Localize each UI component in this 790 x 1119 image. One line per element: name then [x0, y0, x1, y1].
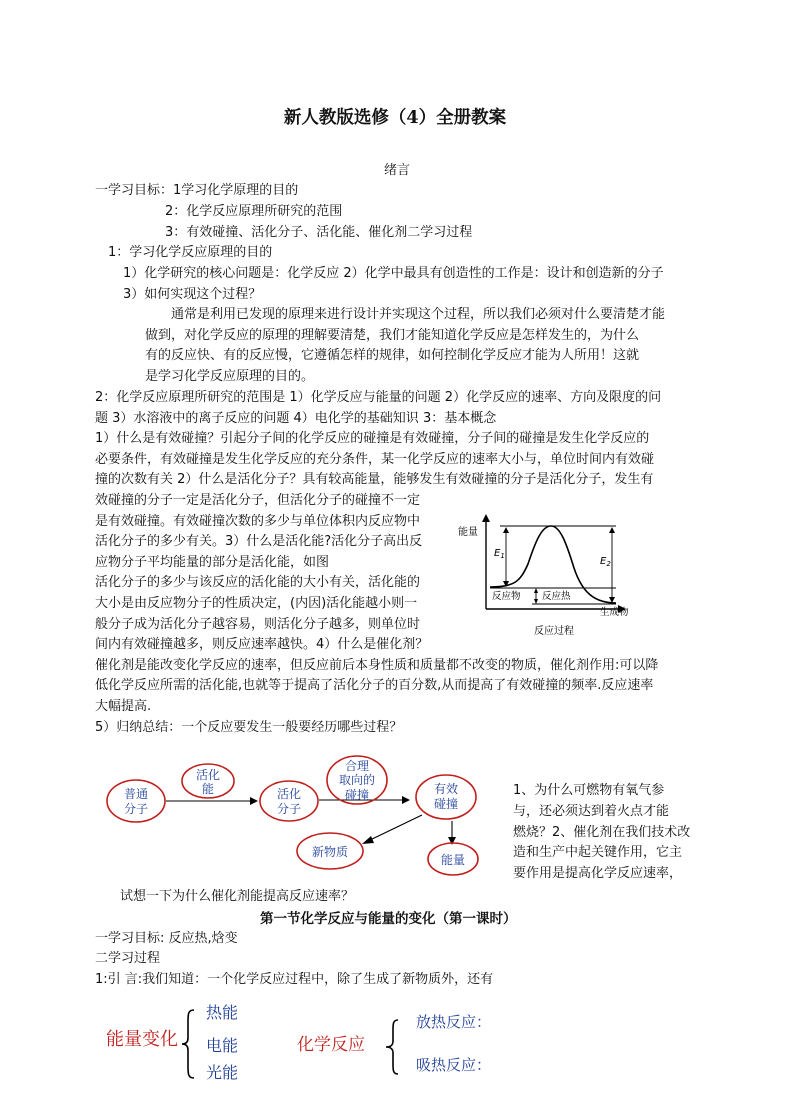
side-questions: 1、为什么可燃物有氧气参 与，还必须达到着火点才能 燃烧？2、催化剂在我们技术改 造和生产中起关键作用，它主 要作用是提高化学反应速率， — [513, 783, 691, 882]
section-objective: 一学习目标: 反应热,焓变 — [95, 931, 238, 946]
endothermic-item: 吸热反应： — [416, 1056, 492, 1074]
objective-line-1: 一学习目标：1学习化学原理的目的 — [95, 183, 299, 198]
s1-paragraph: 通常是利用已发现的原理来进行设计并实现这个过程，所以我们必须对什么要清楚才能 做到，对化学反应的原理的理解要清楚，我们才能知道化学反应是怎样发生的，为什么 有的反应快、有的反应慢，它遵循怎样的规律，如何控制化学反应才能为人所用！这就 是学习化学反应原理的目的。 — [145, 307, 666, 384]
heat-energy-item: 热能 — [206, 1003, 239, 1022]
objective-line-2: 2：化学反应原理所研究的范围 — [165, 204, 343, 219]
energy-change-label: 能量变化 — [106, 1029, 178, 1050]
orientation-text-3: 碰撞 — [344, 788, 370, 802]
e2-arrow-up — [609, 527, 615, 533]
heat-label: 反应热 — [542, 591, 571, 602]
heat-arrow-down — [534, 599, 538, 604]
section-intro: 1:引 言:我们知道：一个化学反应过程中，除了生成了新物质外，还有 — [95, 972, 494, 987]
active-molecule-text-1: 活化 — [276, 787, 302, 801]
concept-paragraph: 2：化学反应原理所研究的范围是 1）化学反应与能量的问题 2）化学反应的速率、方向及限度的问 题 3）水溶液中的离子反应的问题 4）电化学的基础知识 3：基本概念 1）什么是有效碰撞？引起分子间的化学反应的碰撞是有效碰撞，分子间的碰撞是发生化学反应的 必要条件，有效碰撞是发生化学反应的充分条件，某一化学反应的速率大小与，单位时间内有效碰 撞的次数有关 2）什么是活化分子？具有较高能量，能够发生有效碰撞的分子是活化分子，发生有 效碰撞的分子一定是活化分子，但活化分子的碰撞不一定 是有效碰撞。有效碰撞次数的多少与单位体积内反应物中 活化分子的多少有关。3）什么是活化能?活化分子高出反 应物分子平均能量的部分是活化能，如图 活化分子的多少与该反应的活化能的大小有关，活化能的 大小是由反应物分子的性质决定，(内因)活化能越小则一 般分子成为活化分子越容易，则活化分子越多，则单位时 间内有效碰撞越多，则反应速率越快。4）什么是催化剂？ 催化剂是能改变化学反应的速率，但反应前后本身性质和质量都不改变的物质，催化剂作用:可以降 低化学反应所需的活化能,也就等于提高了活化分子的百分数,从而提高了有效碰撞的频率.反应速率 大幅提高. 5）归纳总结：一个反应要发生一般要经历哪些过程？ — [95, 390, 662, 735]
ordinary-molecule-text-2: 分子 — [123, 802, 149, 816]
arrow-head-1 — [250, 797, 258, 805]
active-molecule-text-2: 分子 — [276, 802, 302, 816]
right-brace — [384, 1018, 400, 1076]
s1-line-1: 1）化学研究的核心问题是：化学反应 2）化学中最具有创造性的工作是：设计和创造新的分子 — [123, 266, 664, 281]
activation-energy-text-1: 活化 — [195, 768, 221, 782]
energy-text: 能量 — [440, 853, 466, 867]
effective-collision-text-2: 碰撞 — [433, 797, 459, 811]
e1-label: $E_1$ — [494, 548, 505, 560]
energy-axis-label: 能量 — [458, 527, 478, 538]
section1-title: 1：学习化学反应原理的目的 — [108, 245, 273, 260]
effective-collision-text-1: 有效 — [433, 782, 459, 796]
left-brace — [180, 1008, 196, 1080]
electric-energy-item: 电能 — [206, 1036, 239, 1055]
think-line: 试想一下为什么催化剂能提高反应速率？ — [120, 889, 355, 904]
activation-energy-text-2: 能 — [201, 782, 215, 796]
energy-diagram — [452, 512, 648, 642]
section-process: 二学习过程 — [95, 951, 161, 966]
product-label: 生成物 — [600, 607, 629, 618]
arrow-head-2 — [402, 796, 410, 804]
y-axis-arrow — [482, 514, 490, 522]
intro-heading: 绪言 — [384, 163, 411, 178]
reaction-progress-label: 反应过程 — [534, 626, 574, 637]
chemical-reaction-label: 化学反应 — [297, 1035, 365, 1055]
orientation-text-2: 取向的 — [338, 773, 376, 787]
s1-line-2: 3）如何实现这个过程？ — [123, 287, 262, 302]
document-title: 新人教版选修（4）全册教案 — [283, 108, 507, 128]
exothermic-item: 放热反应： — [416, 1013, 492, 1031]
ordinary-molecule-text-1: 普通 — [123, 787, 149, 801]
reactant-label: 反应物 — [492, 591, 521, 602]
new-substance-text: 新物质 — [311, 845, 349, 859]
arrow-head-3 — [362, 836, 374, 844]
section-heading: 第一节化学反应与能量的变化（第一课时） — [260, 911, 517, 927]
reaction-flow-diagram — [100, 752, 490, 882]
light-energy-item: 光能 — [206, 1063, 239, 1082]
heat-arrow-up — [534, 588, 538, 593]
objective-line-3: 3：有效碰撞、活化分子、活化能、催化剂二学习过程 — [165, 225, 473, 240]
arrow-to-new-substance — [368, 815, 422, 841]
e1-arrow-up — [503, 527, 509, 533]
e2-label: $E_2$ — [600, 556, 611, 568]
orientation-text-1: 合理 — [344, 759, 370, 773]
